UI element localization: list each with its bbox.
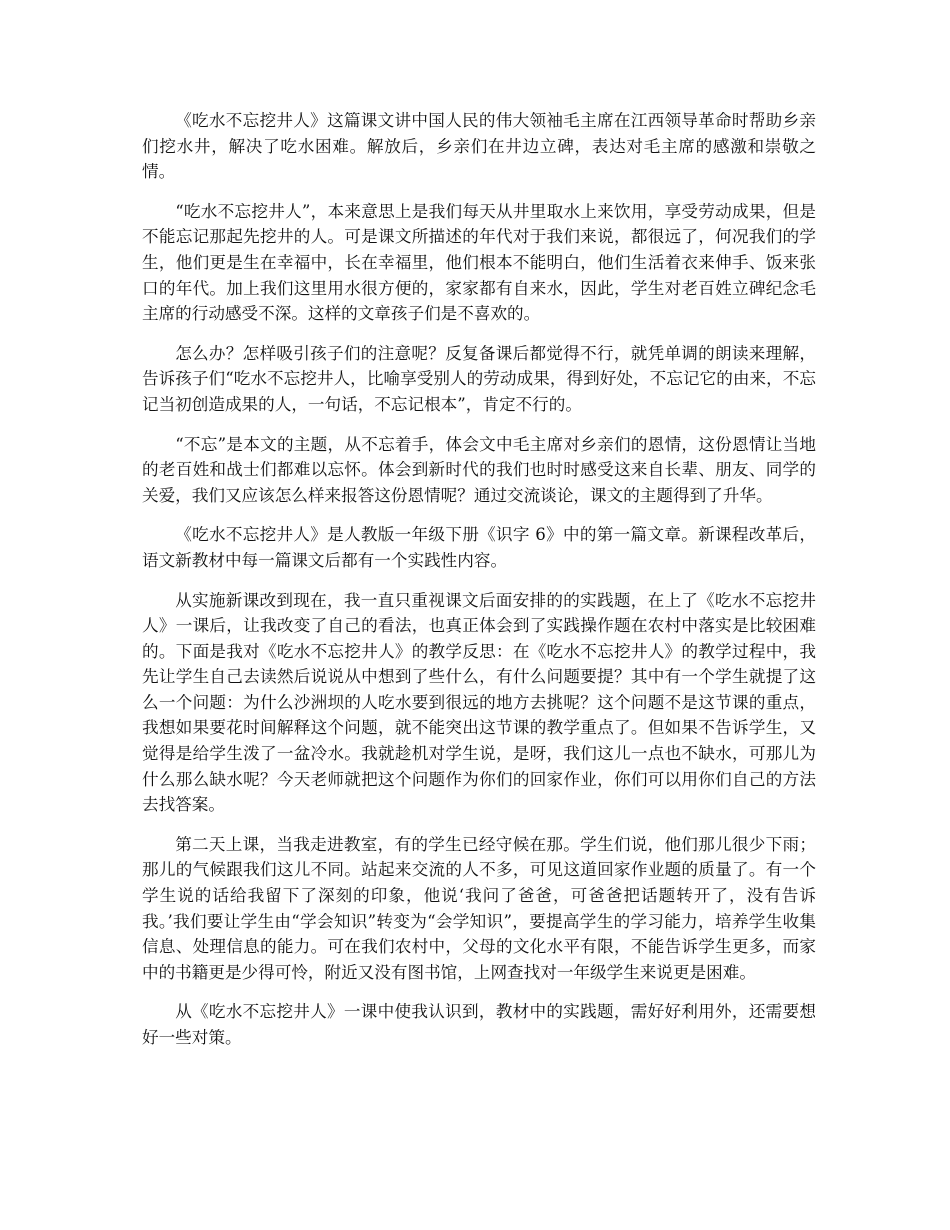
paragraph-8: 从《吃水不忘挖井人》一课中使我认识到，教材中的实践题，需好好利用外，还需要想好一些对策。	[142, 1002, 816, 1047]
paragraph-5: 《吃水不忘挖井人》是人教版一年级下册《识字 6》中的第一篇文章。新课程改革后，语文新教材中每一篇课文后都有一个实践性内容。	[142, 525, 816, 570]
paragraph-2: “吃水不忘挖井人”，本来意思上是我们每天从井里取水上来饮用，享受劳动成果，但是不能忘记那起先挖井的人。可是课文所描述的年代对于我们来说，都很远了，何况我们的学生，他们更是生在幸福中，长在幸福里，他们根本不能明白，他们生活着衣来伸手、饭来张口的年代。加上我们这里用水很方便的，家家都有自来水，因此，学生对老百姓立碑纪念毛主席的行动感受不深。这样的文章孩子们是不喜欢的。	[142, 201, 816, 324]
document-body	[142, 108, 816, 1065]
paragraph-6: 从实施新课改到现在，我一直只重视课文后面安排的的实践题，在上了《吃水不忘挖井人》一课后，让我改变了自己的看法，也真正体会到了实践操作题在农村中落实是比较困难的。下面是我对《吃水不忘挖井人》的教学反思：在《吃水不忘挖井人》的教学过程中，我先让学生自己去读然后说说从中想到了些什么，有什么问题要提？其中有一个学生就提了这么一个问题：为什么沙洲坝的人吃水要到很远的地方去挑呢？这个问题不是这节课的重点，我想如果要花时间解释这个问题，就不能突出这节课的教学重点了。但如果不告诉学生，又觉得是给学生泼了一盆冷水。我就趁机对学生说，是呀，我们这儿一点也不缺水，可那儿为什么那么缺水呢？今天老师就把这个问题作为你们的回家作业，你们可以用你们自己的方法去找答案。	[142, 590, 816, 815]
paragraph-7: 第二天上课，当我走进教室，有的学生已经守候在那。学生们说，他们那儿很少下雨；那儿的气候跟我们这儿不同。站起来交流的人不多，可见这道回家作业题的质量了。有一个学生说的话给我留下了深刻的印象，他说‘我问了爸爸，可爸爸把话题转开了，没有告诉我。’我们要让学生由“学会知识”转变为“会学知识”，要提高学生的学习能力，培养学生收集信息、处理信息的能力。可在我们农村中，父母的文化水平有限，不能告诉学生更多，而家中的书籍更是少得可怜，附近又没有图书馆，上网查找对一年级学生来说更是困难。	[142, 834, 816, 982]
paragraph-1: 《吃水不忘挖井人》这篇课文讲中国人民的伟大领袖毛主席在江西领导革命时帮助乡亲们挖水井，解决了吃水困难。解放后，乡亲们在井边立碑，表达对毛主席的感激和崇敬之情。	[142, 111, 816, 182]
paragraph-3: 怎么办？怎样吸引孩子们的注意呢？反复备课后都觉得不行，就凭单调的朗读来理解，告诉孩子们“吃水不忘挖井人，比喻享受别人的劳动成果，得到好处，不忘记它的由来，不忘记当初创造成果的人，一句话，不忘记根本”，肯定不行的。	[142, 343, 816, 414]
paragraph-4: “不忘”是本文的主题，从不忘着手，体会文中毛主席对乡亲们的恩情，这份恩情让当地的老百姓和战士们都难以忘怀。体会到新时代的我们也时时感受这来自长辈、朋友、同学的关爱，我们又应该怎么样来报答这份恩情呢？通过交流谈论，课文的主题得到了升华。	[142, 434, 816, 505]
